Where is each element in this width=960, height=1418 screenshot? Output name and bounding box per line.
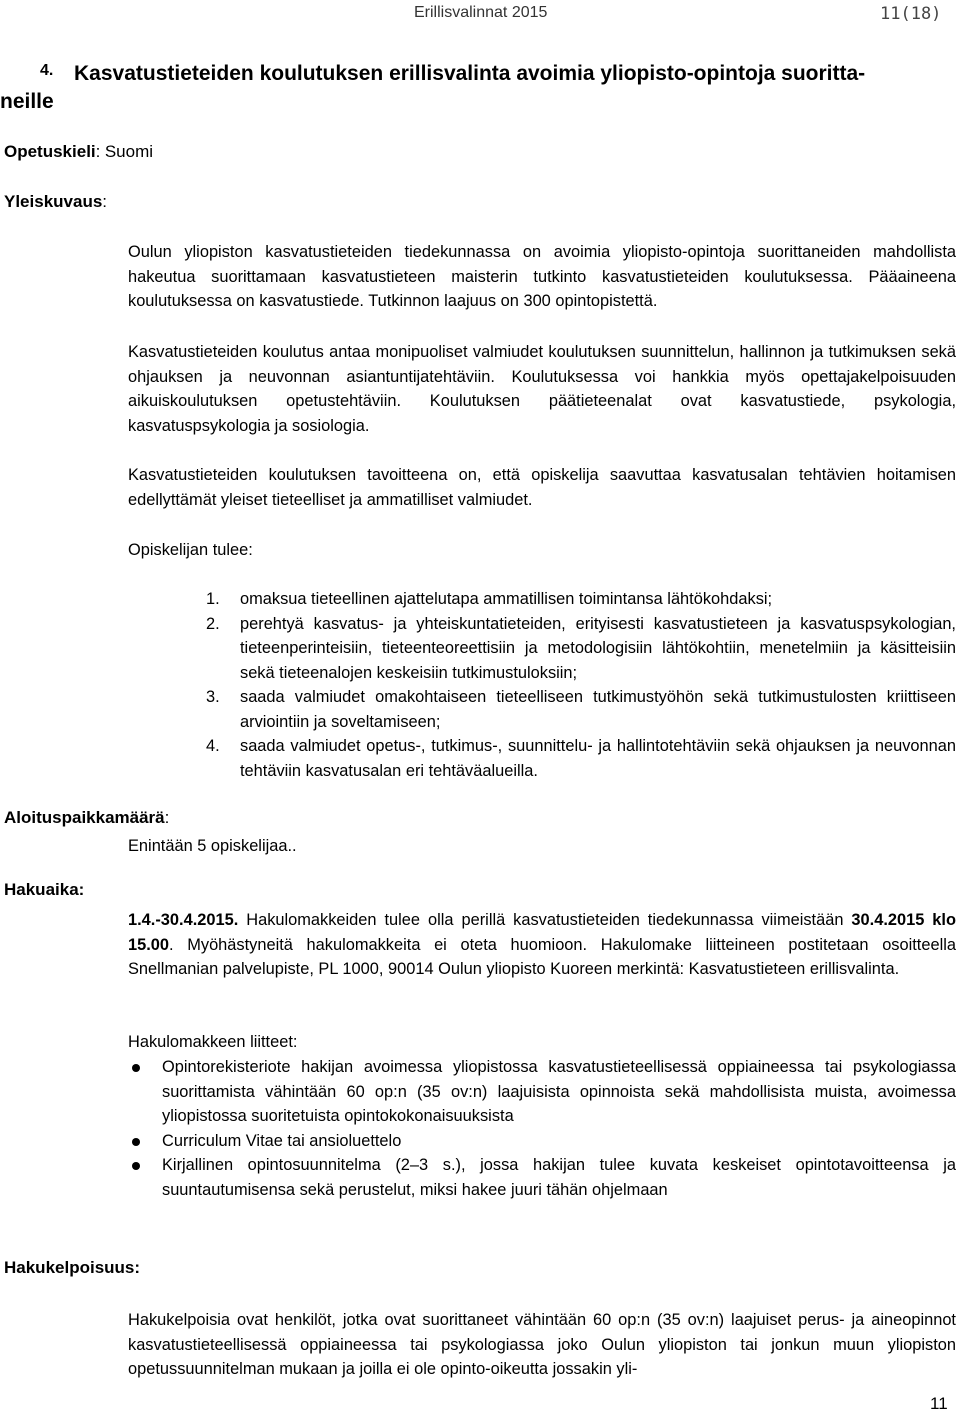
quota-value: Enintään 5 opiskelijaa.. bbox=[128, 837, 297, 855]
overview-paragraph-1: Oulun yliopiston kasvatustieteiden tiedekunnassa on avoimia yliopisto-opintoja suorittaneiden mahdollista hakeutua suorittamaan kasvatustieteen maisterin tutkinto kasvatustieteiden koulutuksessa. Pääaineena koulutuksessa on kasvatustiede. Tutkinnon laajuus on 300 opintopistettä. bbox=[128, 243, 956, 310]
attachment-item bbox=[128, 1153, 956, 1202]
teaching-language bbox=[4, 142, 153, 162]
section-title-line2: neille bbox=[0, 90, 54, 113]
page-number: 11 bbox=[930, 1394, 948, 1413]
goal-number: 3. bbox=[206, 688, 220, 706]
quota-label-colon: : bbox=[164, 808, 170, 827]
goals-intro: Opiskelijan tulee: bbox=[128, 541, 253, 559]
teaching-language-colon: : bbox=[95, 142, 101, 161]
goal-text: perehtyä kasvatus- ja yhteiskuntatieteiden, erityisesti kasvatustieteen ja kasvatuspsykologian, tieteenperinteisiin, tieteenteoreettisiin ja metodologisiin lähtökohtiin, menetelmiin ja käsitteisiin sekä tieteenalojen keskeisiin tutkimustuloksiin; bbox=[240, 614, 956, 682]
application-dates: 1.4.-30.4.2015. bbox=[128, 911, 239, 929]
application-text-2: . Myöhästyneitä hakulomakkeita ei oteta huomioon. Hakulomake liitteineen postitetaan osoitteella Snellmanian palvelupiste, PL 1000, 90014 Oulun yliopisto Kuoreen merkintä: Kasvatustieteen erillisvalinta. bbox=[128, 935, 956, 978]
goal-number: 1. bbox=[206, 590, 220, 608]
attachment-text: Kirjallinen opintosuunnitelma (2–3 s.), jossa hakijan tulee kuvata keskeiset opintotavoitteensa ja suuntautumisensa sekä perustelut, miksi hakee juuri tähän ohjelmaan bbox=[162, 1156, 956, 1199]
attachment-text: Opintorekisteriote hakijan avoimessa yliopistossa kasvatustieteellisessä oppiaineessa tai psykologiassa suorittamista vähintään 60 op:n (35 ov:n) laajuisista opinnoista sekä mahdollisista muista, avoimessa yliopistossa suoritetuista opintokokonaisuuksista bbox=[162, 1058, 956, 1125]
quota-label bbox=[4, 808, 169, 828]
overview-label bbox=[4, 192, 107, 212]
attachments-list bbox=[128, 1055, 956, 1202]
goal-item bbox=[206, 612, 956, 686]
goal-item bbox=[206, 685, 956, 734]
attachment-item bbox=[128, 1129, 956, 1154]
attachments-title: Hakulomakkeen liitteet: bbox=[128, 1033, 298, 1051]
bullet-icon bbox=[132, 1064, 140, 1072]
section-number: 4. bbox=[40, 62, 54, 79]
goal-number: 2. bbox=[206, 614, 220, 633]
bullet-icon bbox=[132, 1162, 140, 1170]
goal-text: saada valmiudet opetus-, tutkimus-, suunnittelu- ja hallintotehtäviin sekä ohjauksen ja neuvonnan tehtäviin kasvatusalan eri tehtäväalueilla. bbox=[240, 737, 956, 780]
teaching-language-value: Suomi bbox=[104, 142, 154, 161]
application-period-text bbox=[128, 908, 956, 982]
teaching-language-label: Opetuskieli bbox=[4, 142, 96, 161]
attachment-text: Curriculum Vitae tai ansioluettelo bbox=[162, 1131, 402, 1150]
goal-item bbox=[206, 587, 956, 612]
goal-text: saada valmiudet omakohtaiseen tieteelliseen tutkimustyöhön sekä tutkimustulosten kriittiseen arviointiin ja soveltamiseen; bbox=[240, 688, 956, 731]
bullet-icon bbox=[132, 1138, 140, 1146]
page-counter: 11(18) bbox=[880, 4, 942, 24]
section-title-line1: Kasvatustieteiden koulutuksen erillisvalinta avoimia yliopisto-opintoja suoritta- bbox=[74, 62, 866, 85]
quota-label-text: Aloituspaikkamäärä bbox=[4, 808, 165, 827]
overview-paragraph-3: Kasvatustieteiden koulutuksen tavoitteena on, että opiskelija saavuttaa kasvatusalan tehtävien hoitamisen edellyttämät yleiset tieteelliset ja ammatilliset valmiudet. bbox=[128, 466, 956, 509]
application-deadline: 30.4.2015 klo 15.00 bbox=[128, 911, 956, 954]
overview-label-text: Yleiskuvaus bbox=[4, 192, 103, 211]
overview-label-colon: : bbox=[102, 192, 108, 211]
eligibility-text: Hakukelpoisia ovat henkilöt, jotka ovat suorittaneet vähintään 60 op:n (35 ov:n) laajuiset perus- ja aineopinnot kasvatustieteellisessä oppiaineessa tai psykologiassa joko Oulun yliopiston tai jonkun muun yliopiston opetussuunnitelman mukaan ja joilla ei ole opinto-oikeutta jossakin yli- bbox=[128, 1311, 956, 1378]
application-text-1: Hakulomakkeiden tulee olla perillä kasvatustieteiden tiedekunnassa viimeistään bbox=[238, 911, 852, 929]
goal-item bbox=[206, 734, 956, 783]
overview-paragraph-2: Kasvatustieteiden koulutus antaa monipuoliset valmiudet koulutuksen suunnittelun, hallinnon ja tutkimuksen sekä ohjauksen ja neuvonnan asiantuntijatehtäviin. Koulutuksessa voi hankkia myös opettajakelpoisuuden aikuiskoulutuksen opetustehtäviin. Koulutuksen päätieteenalat ovat kasvatustiede, psykologia, kasvatuspsykologia ja sosiologia. bbox=[128, 343, 956, 435]
goal-text: omaksua tieteellinen ajattelutapa ammatillisen toimintansa lähtökohdaksi; bbox=[240, 590, 773, 608]
attachment-item bbox=[128, 1055, 956, 1129]
document-header-title: Erillisvalinnat 2015 bbox=[414, 4, 548, 21]
section-title bbox=[0, 60, 954, 116]
goals-list bbox=[206, 587, 956, 783]
application-period-label: Hakuaika: bbox=[4, 880, 85, 899]
goal-number: 4. bbox=[206, 737, 220, 755]
eligibility-label: Hakukelpoisuus: bbox=[4, 1258, 141, 1277]
